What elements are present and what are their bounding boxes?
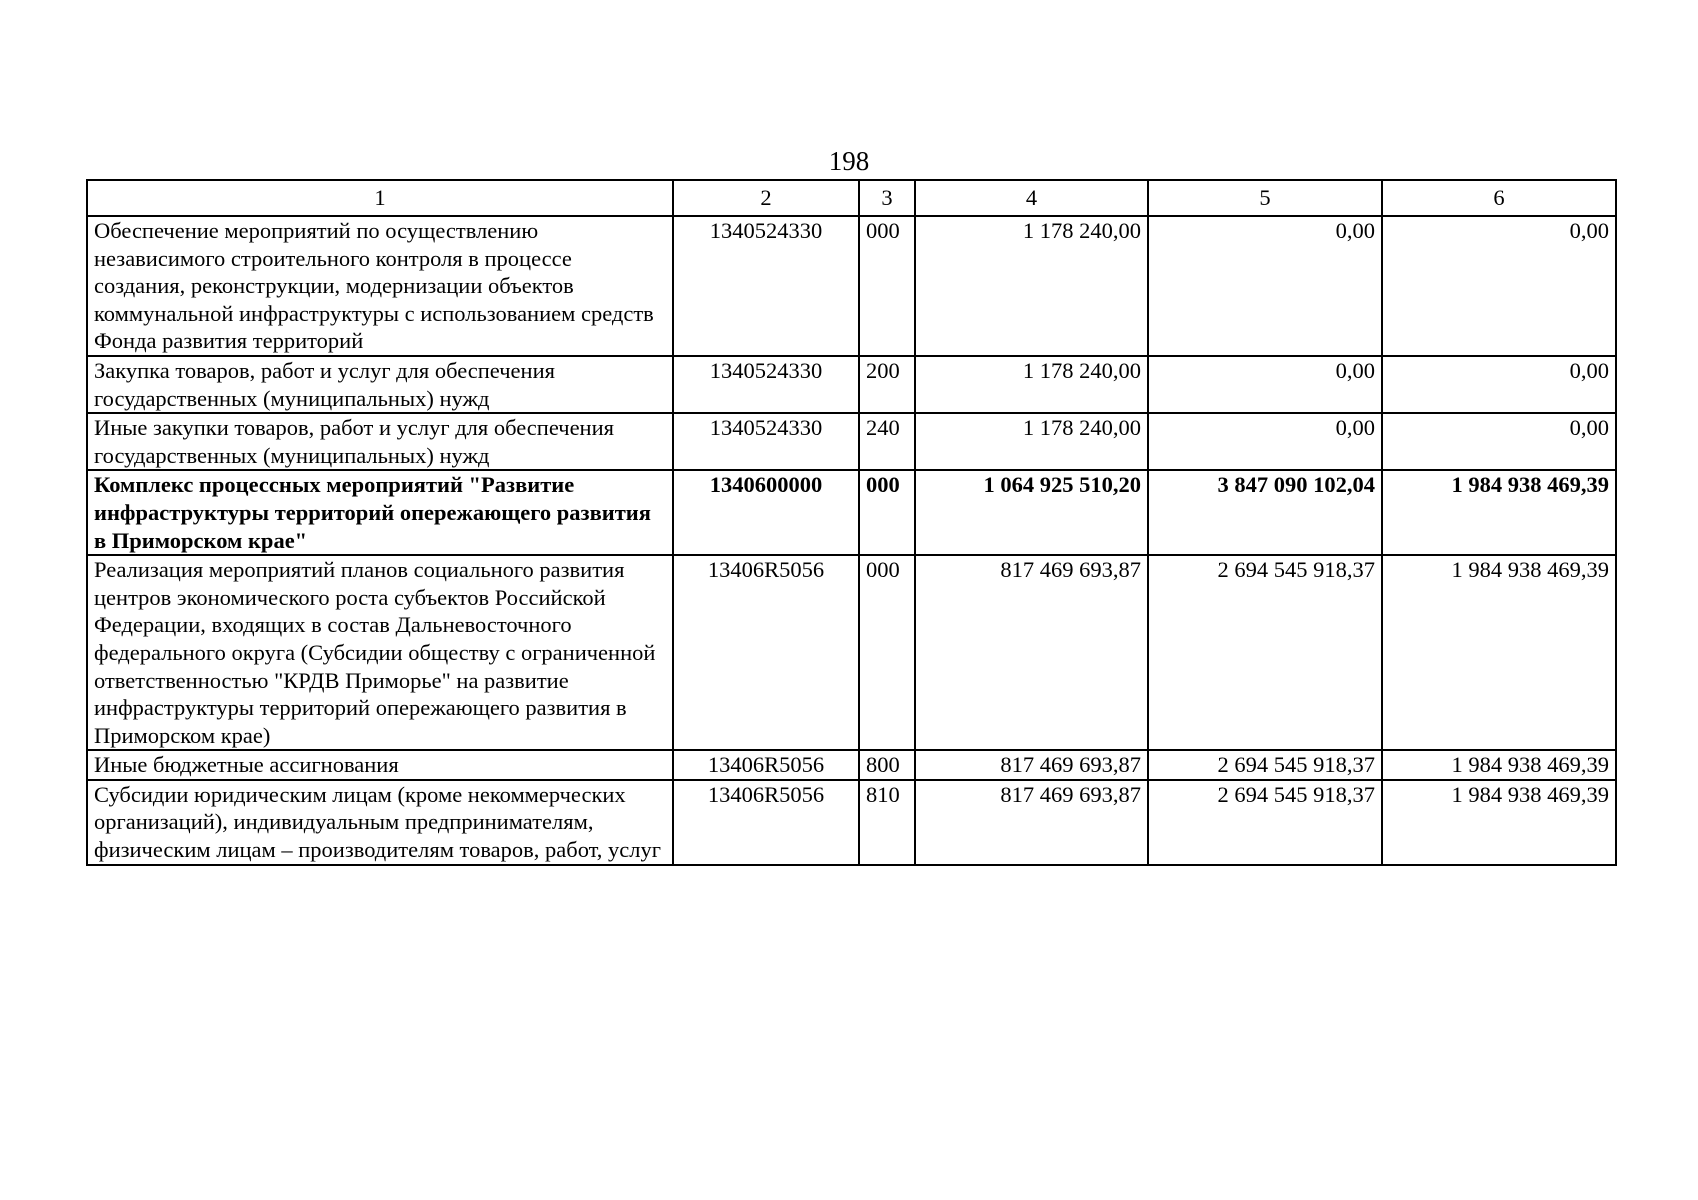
row-sum-col6: 1 984 938 469,39	[1382, 470, 1616, 555]
row-name: Комплекс процессных мероприятий "Развитие инфраструктуры территорий опережающего развития в Приморском крае"	[87, 470, 673, 555]
row-sum-col6: 0,00	[1382, 413, 1616, 470]
header-col-6: 6	[1382, 180, 1616, 216]
row-sum-col6: 1 984 938 469,39	[1382, 780, 1616, 865]
page-number: 198	[828, 146, 870, 176]
row-sum-col4: 1 178 240,00	[915, 216, 1148, 356]
row-kvr: 800	[859, 750, 915, 780]
row-code: 1340600000	[673, 470, 859, 555]
header-row	[87, 180, 1616, 216]
row-kvr: 810	[859, 780, 915, 865]
row-code: 13406R5056	[673, 555, 859, 750]
row-code: 13406R5056	[673, 780, 859, 865]
row-kvr: 240	[859, 413, 915, 470]
row-kvr: 200	[859, 356, 915, 413]
row-sum-col4: 817 469 693,87	[915, 555, 1148, 750]
row-name: Обеспечение мероприятий по осуществлению независимого строительного контроля в процессе создания, реконструкции, модернизации объектов коммунальной инфраструктуры с использованием средств Фонда развития территорий	[87, 216, 673, 356]
row-sum-col4: 1 064 925 510,20	[915, 470, 1148, 555]
table-row-section	[87, 470, 1616, 555]
row-sum-col6: 0,00	[1382, 216, 1616, 356]
row-code: 1340524330	[673, 356, 859, 413]
row-code: 1340524330	[673, 413, 859, 470]
row-code: 13406R5056	[673, 750, 859, 780]
table-row	[87, 216, 1616, 356]
row-sum-col5: 0,00	[1148, 356, 1382, 413]
header-col-1: 1	[87, 180, 673, 216]
table-row	[87, 555, 1616, 750]
budget-table	[86, 179, 1617, 866]
table-header	[87, 180, 1616, 216]
header-col-2: 2	[673, 180, 859, 216]
row-sum-col6: 1 984 938 469,39	[1382, 750, 1616, 780]
row-name: Иные закупки товаров, работ и услуг для обеспечения государственных (муниципальных) нужд	[87, 413, 673, 470]
row-sum-col5: 0,00	[1148, 216, 1382, 356]
row-sum-col5: 2 694 545 918,37	[1148, 750, 1382, 780]
table-row	[87, 356, 1616, 413]
row-sum-col4: 1 178 240,00	[915, 356, 1148, 413]
row-name: Реализация мероприятий планов социального развития центров экономического роста субъектов Российской Федерации, входящих в состав Дальневосточного федерального округа (Субсидии обществу с ограниченной ответственностью "КРДВ Приморье" на развитие инфраструктуры территорий опережающего развития в Приморском крае)	[87, 555, 673, 750]
row-sum-col6: 1 984 938 469,39	[1382, 555, 1616, 750]
row-kvr: 000	[859, 216, 915, 356]
header-col-3: 3	[859, 180, 915, 216]
row-name: Закупка товаров, работ и услуг для обеспечения государственных (муниципальных) нужд	[87, 356, 673, 413]
row-sum-col5: 0,00	[1148, 413, 1382, 470]
row-sum-col4: 1 178 240,00	[915, 413, 1148, 470]
header-col-4: 4	[915, 180, 1148, 216]
row-sum-col5: 2 694 545 918,37	[1148, 780, 1382, 865]
row-sum-col4: 817 469 693,87	[915, 780, 1148, 865]
row-kvr: 000	[859, 470, 915, 555]
row-sum-col5: 2 694 545 918,37	[1148, 555, 1382, 750]
row-sum-col5: 3 847 090 102,04	[1148, 470, 1382, 555]
row-name: Субсидии юридическим лицам (кроме некоммерческих организаций), индивидуальным предпринимателям, физическим лицам – производителям товаров, работ, услуг	[87, 780, 673, 865]
header-col-5: 5	[1148, 180, 1382, 216]
table-row	[87, 780, 1616, 865]
row-sum-col4: 817 469 693,87	[915, 750, 1148, 780]
table-row	[87, 413, 1616, 470]
row-kvr: 000	[859, 555, 915, 750]
row-sum-col6: 0,00	[1382, 356, 1616, 413]
row-name: Иные бюджетные ассигнования	[87, 750, 673, 780]
table-row	[87, 750, 1616, 780]
table-body	[87, 216, 1616, 865]
row-code: 1340524330	[673, 216, 859, 356]
